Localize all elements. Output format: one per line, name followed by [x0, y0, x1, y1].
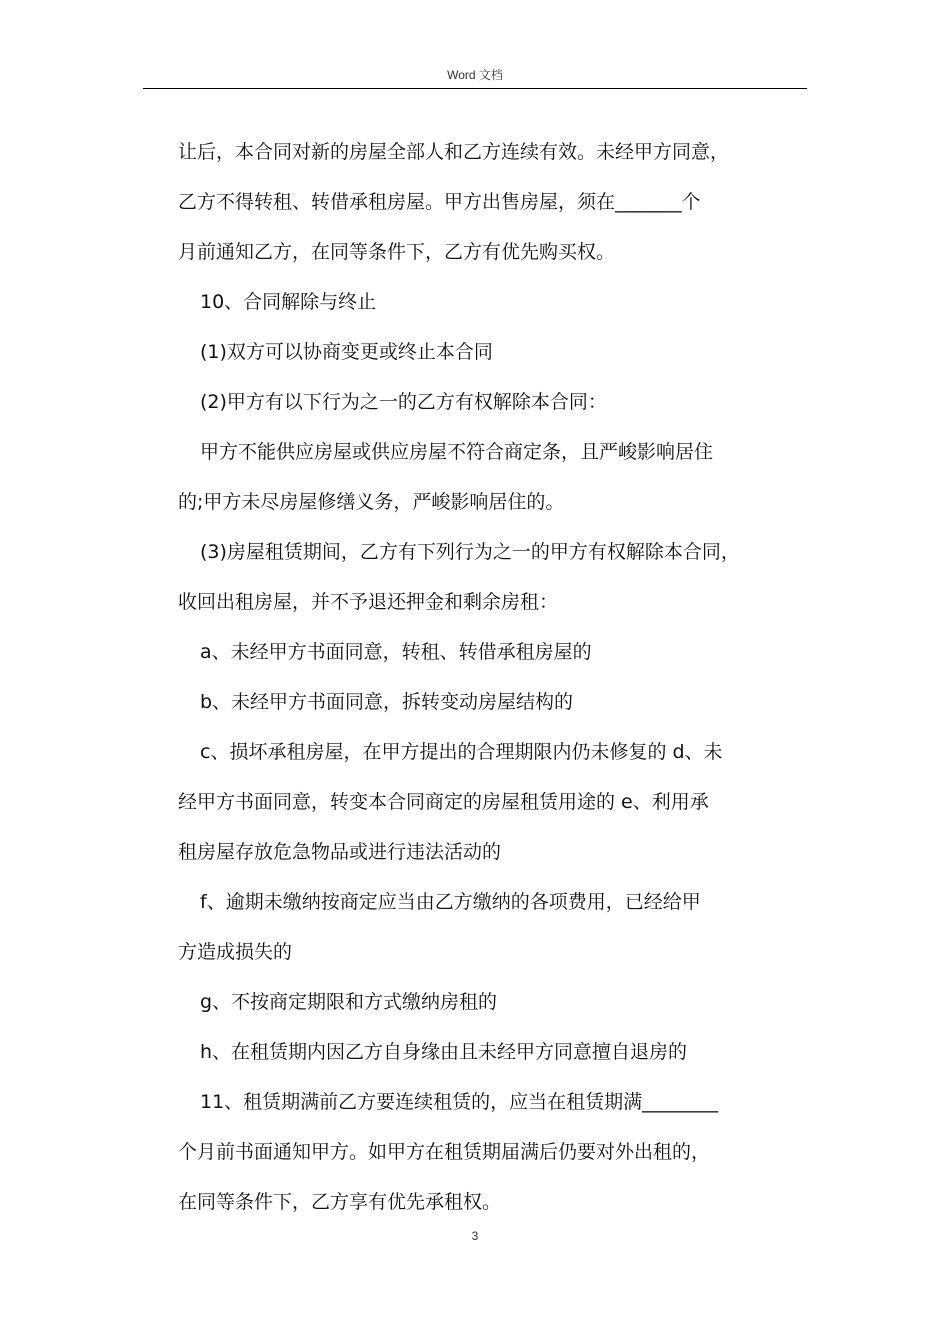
paragraph-line: 方造成损失的 [178, 941, 293, 963]
paragraph-line: (2)甲方有以下行为之一的乙方有权解除本合同： [200, 391, 607, 413]
page-number: 3 [471, 1229, 479, 1243]
paragraph-line: 甲方不能供应房屋或供应房屋不符合商定条，且严峻影响居住 [200, 441, 714, 463]
list-item: b、未经甲方书面同意，拆转变动房屋结构的 [200, 691, 574, 713]
paragraph-line: 收回出租房屋，并不予退还押金和剩余房租： [178, 591, 559, 613]
list-item: h、在租赁期内因乙方自身缘由且未经甲方同意擅自退房的 [200, 1041, 688, 1063]
list-item: a、未经甲方书面同意，转租、转借承租房屋的 [200, 641, 592, 663]
header-title: Word 文档 [447, 68, 503, 82]
paragraph-line: 月前通知乙方，在同等条件下，乙方有优先购买权。 [178, 241, 616, 263]
paragraph-line: 在同等条件下，乙方享有优先承租权。 [178, 1191, 502, 1213]
paragraph-line: (3)房屋租赁期间，乙方有下列行为之一的甲方有权解除本合同， [200, 541, 740, 563]
paragraph-line: 乙方不得转租、转借承租房屋。甲方出售房屋，须在_______个 [178, 191, 701, 213]
paragraph-line: 个月前书面通知甲方。如甲方在租赁期届满后仍要对外出租的， [178, 1141, 711, 1163]
section-heading: 10、合同解除与终止 [200, 291, 377, 313]
document-body [178, 127, 814, 1227]
list-item: g、不按商定期限和方式缴纳房租的 [200, 991, 498, 1013]
paragraph-line: 的;甲方未尽房屋修缮义务，严峻影响居住的。 [178, 491, 565, 513]
page-header [143, 64, 807, 89]
section-heading: 11、租赁期满前乙方要连续租赁的，应当在租赁期满________ [200, 1091, 719, 1113]
paragraph-line: 经甲方书面同意，转变本合同商定的房屋租赁用途的 e、利用承 [178, 791, 709, 813]
paragraph-line: 让后，本合同对新的房屋全部人和乙方连续有效。未经甲方同意， [178, 141, 730, 163]
paragraph-line: 租房屋存放危急物品或进行违法活动的 [178, 841, 502, 863]
paragraph-line: (1)双方可以协商变更或终止本合同 [200, 341, 493, 363]
list-item: c、损坏承租房屋，在甲方提出的合理期限内仍未修复的 d、未 [200, 741, 723, 763]
list-item: f、逾期未缴纳按商定应当由乙方缴纳的各项费用，已经给甲 [200, 891, 701, 913]
